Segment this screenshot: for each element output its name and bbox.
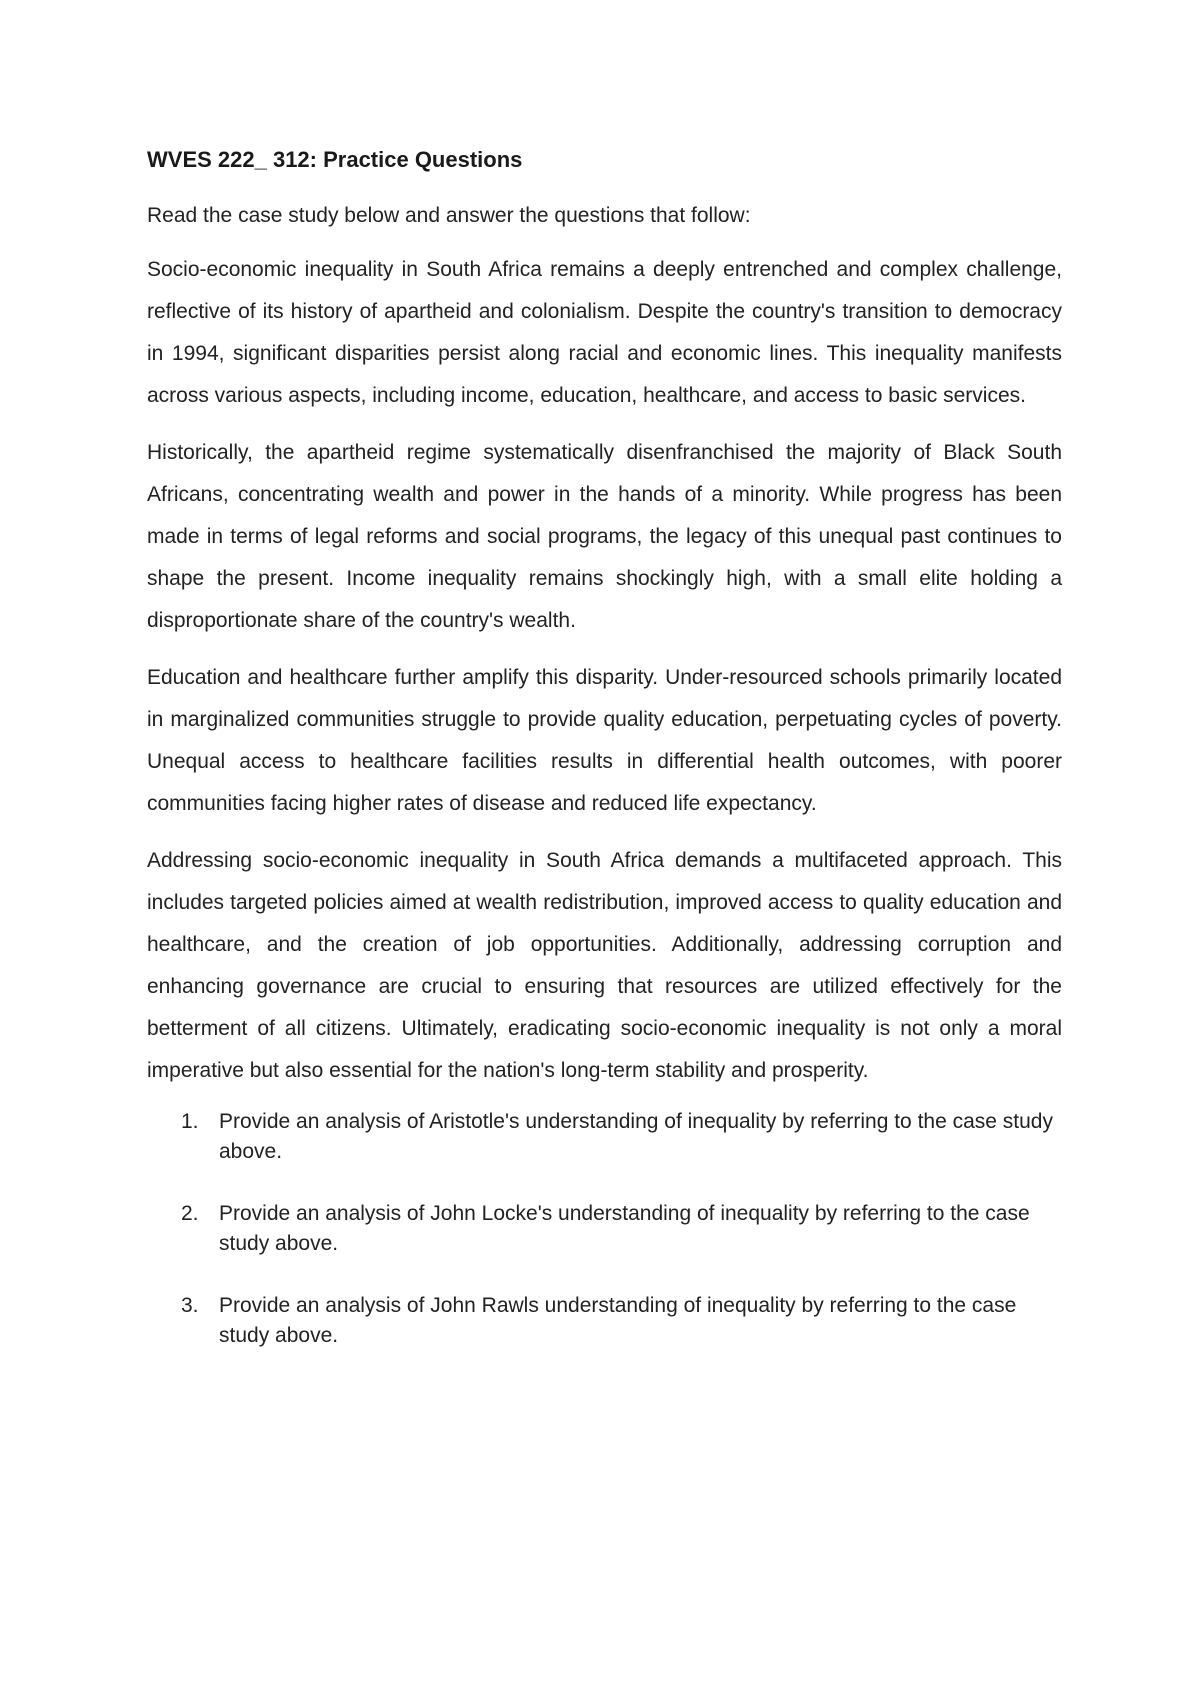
- case-study-paragraph-3: Education and healthcare further amplify this disparity. Under-resourced schools primarily located in marginalized communities struggle to provide quality education, perpetuating cycles of poverty. Unequal access to healthcare facilities results in differential health outcomes, with poorer communities facing higher rates of disease and reduced life expectancy.: [147, 666, 1062, 815]
- question-item-3: [147, 1291, 1062, 1351]
- document-title: WVES 222_ 312: Practice Questions: [147, 147, 523, 172]
- question-item-1: [147, 1107, 1062, 1167]
- question-number: 2.: [181, 1202, 199, 1225]
- question-text: Provide an analysis of Aristotle's understanding of inequality by referring to the case study above.: [219, 1110, 1053, 1163]
- document-page: [147, 143, 1062, 1383]
- question-number: 1.: [181, 1110, 199, 1133]
- question-list: [147, 1107, 1062, 1351]
- question-item-2: [147, 1199, 1062, 1259]
- question-number: 3.: [181, 1294, 199, 1317]
- question-text: Provide an analysis of John Rawls understanding of inequality by referring to the case study above.: [219, 1294, 1017, 1347]
- case-study-paragraph-2: Historically, the apartheid regime systematically disenfranchised the majority of Black South Africans, concentrating wealth and power in the hands of a minority. While progress has been made in terms of legal reforms and social programs, the legacy of this unequal past continues to shape the present. Income inequality remains shockingly high, with a small elite holding a disproportionate share of the country's wealth.: [147, 441, 1062, 632]
- instructions-text: Read the case study below and answer the questions that follow:: [147, 204, 751, 227]
- case-study-paragraph-1: Socio-economic inequality in South Africa remains a deeply entrenched and complex challenge, reflective of its history of apartheid and colonialism. Despite the country's transition to democracy in 1994, significant disparities persist along racial and economic lines. This inequality manifests across various aspects, including income, education, healthcare, and access to basic services.: [147, 258, 1062, 407]
- case-study-paragraph-4: Addressing socio-economic inequality in South Africa demands a multifaceted approach. This includes targeted policies aimed at wealth redistribution, improved access to quality education and healthcare, and the creation of job opportunities. Additionally, addressing corruption and enhancing governance are crucial to ensuring that resources are utilized effectively for the betterment of all citizens. Ultimately, eradicating socio-economic inequality is not only a moral imperative but also essential for the nation's long-term stability and prosperity.: [147, 849, 1062, 1082]
- question-text: Provide an analysis of John Locke's understanding of inequality by referring to the case study above.: [219, 1202, 1030, 1255]
